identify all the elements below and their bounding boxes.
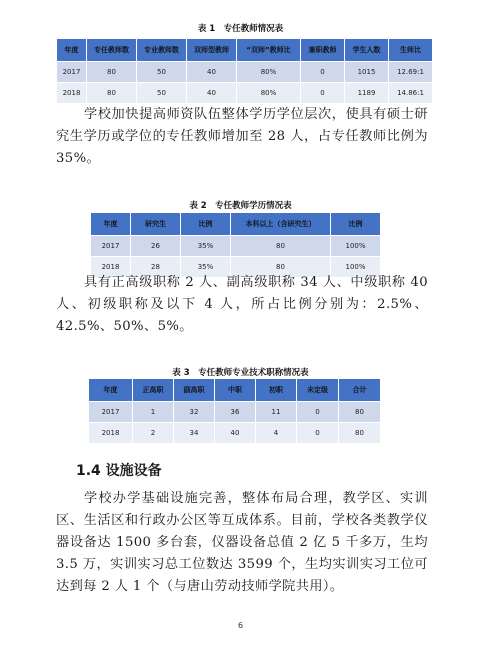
table-cell: 80%	[237, 62, 301, 83]
table-cell: 2018	[91, 257, 131, 278]
table-cell: 36	[215, 402, 256, 423]
table-row	[57, 62, 433, 83]
table3	[88, 378, 381, 444]
table-cell: 40	[215, 423, 256, 444]
table2-header-cell: 研究生	[131, 213, 181, 236]
table-cell: 0	[301, 83, 345, 104]
table-cell: 2018	[57, 83, 87, 104]
table2-header-row	[91, 213, 381, 236]
table-cell: 0	[297, 402, 339, 423]
table-cell: 80	[339, 423, 381, 444]
table-cell: 40	[187, 83, 237, 104]
table-cell: 14.86:1	[389, 83, 433, 104]
table-cell: 1015	[345, 62, 389, 83]
table-cell: 80	[87, 83, 137, 104]
table-row	[89, 423, 381, 444]
table-cell: 26	[131, 236, 181, 257]
table-cell: 12.69:1	[389, 62, 433, 83]
table3-header-cell: 年度	[89, 379, 133, 402]
table-cell: 2	[133, 423, 174, 444]
table3-header-cell: 中职	[215, 379, 256, 402]
table1-header-cell: 兼职教师	[301, 39, 345, 62]
table-cell: 100%	[331, 236, 381, 257]
table3-header-cell: 副高职	[174, 379, 215, 402]
table-cell: 2017	[57, 62, 87, 83]
table-cell: 34	[174, 423, 215, 444]
table3-header-row	[89, 379, 381, 402]
table2-header-cell: 比例	[181, 213, 231, 236]
table-cell: 28	[131, 257, 181, 278]
table1-header-cell: 专业教师数	[137, 39, 187, 62]
table1-header-cell: 学生人数	[345, 39, 389, 62]
table3-header-cell: 初职	[256, 379, 297, 402]
table-cell: 32	[174, 402, 215, 423]
table1	[56, 38, 433, 104]
table-cell: 80	[339, 402, 381, 423]
table-cell: 80	[87, 62, 137, 83]
table-cell: 1	[133, 402, 174, 423]
table-row	[89, 402, 381, 423]
table-cell: 80%	[237, 83, 301, 104]
table1-header-cell: 专任教师数	[87, 39, 137, 62]
table2-header-cell: 年度	[91, 213, 131, 236]
table2-header-cell: 本科以上（含研究生）	[231, 213, 331, 236]
table1-caption: 表 1 专任教师情况表	[197, 24, 284, 34]
table3-header-cell: 未定级	[297, 379, 339, 402]
paragraph-faculty-titles: 具有正高级职称 2 人、副高级职称 34 人、中级职称 40 人、初级职称及以下 4 人，所占比例分别为：2.5%、42.5%、50%、5%。	[56, 275, 428, 334]
table-cell: 40	[187, 62, 237, 83]
table-cell: 80	[231, 257, 331, 278]
table-cell: 35%	[181, 257, 231, 278]
table-cell: 2017	[89, 402, 133, 423]
table-cell: 4	[256, 423, 297, 444]
table1-header-cell: 年度	[57, 39, 87, 62]
table3-caption: 表 3 专任教师专业技术职称情况表	[172, 368, 309, 378]
table-cell: 35%	[181, 236, 231, 257]
table3-header-cell: 正高职	[133, 379, 174, 402]
table3-header-cell: 合计	[339, 379, 381, 402]
page-number: 6	[237, 621, 244, 630]
table-cell: 2017	[91, 236, 131, 257]
table-cell: 1189	[345, 83, 389, 104]
table-row	[57, 83, 433, 104]
table1-header-cell: 生师比	[389, 39, 433, 62]
table2-caption: 表 2 专任教师学历情况表	[189, 201, 292, 211]
table-row	[91, 236, 381, 257]
table-cell: 80	[231, 236, 331, 257]
table-cell: 0	[297, 423, 339, 444]
section-heading: 1.4 设施设备	[76, 463, 162, 479]
table-cell: 100%	[331, 257, 381, 278]
table2-header-cell: 比例	[331, 213, 381, 236]
paragraph-faculty-degrees: 学校加快提高师资队伍整体学历学位层次，使具有硕士研究生学历或学位的专任教师增加至 28 人，占专任教师比例为 35%。	[56, 107, 428, 166]
table1-header-cell: 双师型教师	[187, 39, 237, 62]
table1-header-cell: “双师”教师比	[237, 39, 301, 62]
paragraph-facilities: 学校办学基础设施完善，整体布局合理，教学区、实训区、生活区和行政办公区等互成体系。目前，学校各类教学仪器设备达 1500 多台套，仪器设备总值 2 亿 5 千多万，生均 3.5 万，实训实习总工位数达 3599 个，生均实训实习工位可达到每 2 人 1 个（与唐山劳动技师学院共用）。	[56, 491, 428, 594]
table2	[90, 212, 381, 278]
table-cell: 50	[137, 62, 187, 83]
table-cell: 50	[137, 83, 187, 104]
table-cell: 0	[301, 62, 345, 83]
table1-header-row	[57, 39, 433, 62]
table-cell: 11	[256, 402, 297, 423]
table-cell: 2018	[89, 423, 133, 444]
